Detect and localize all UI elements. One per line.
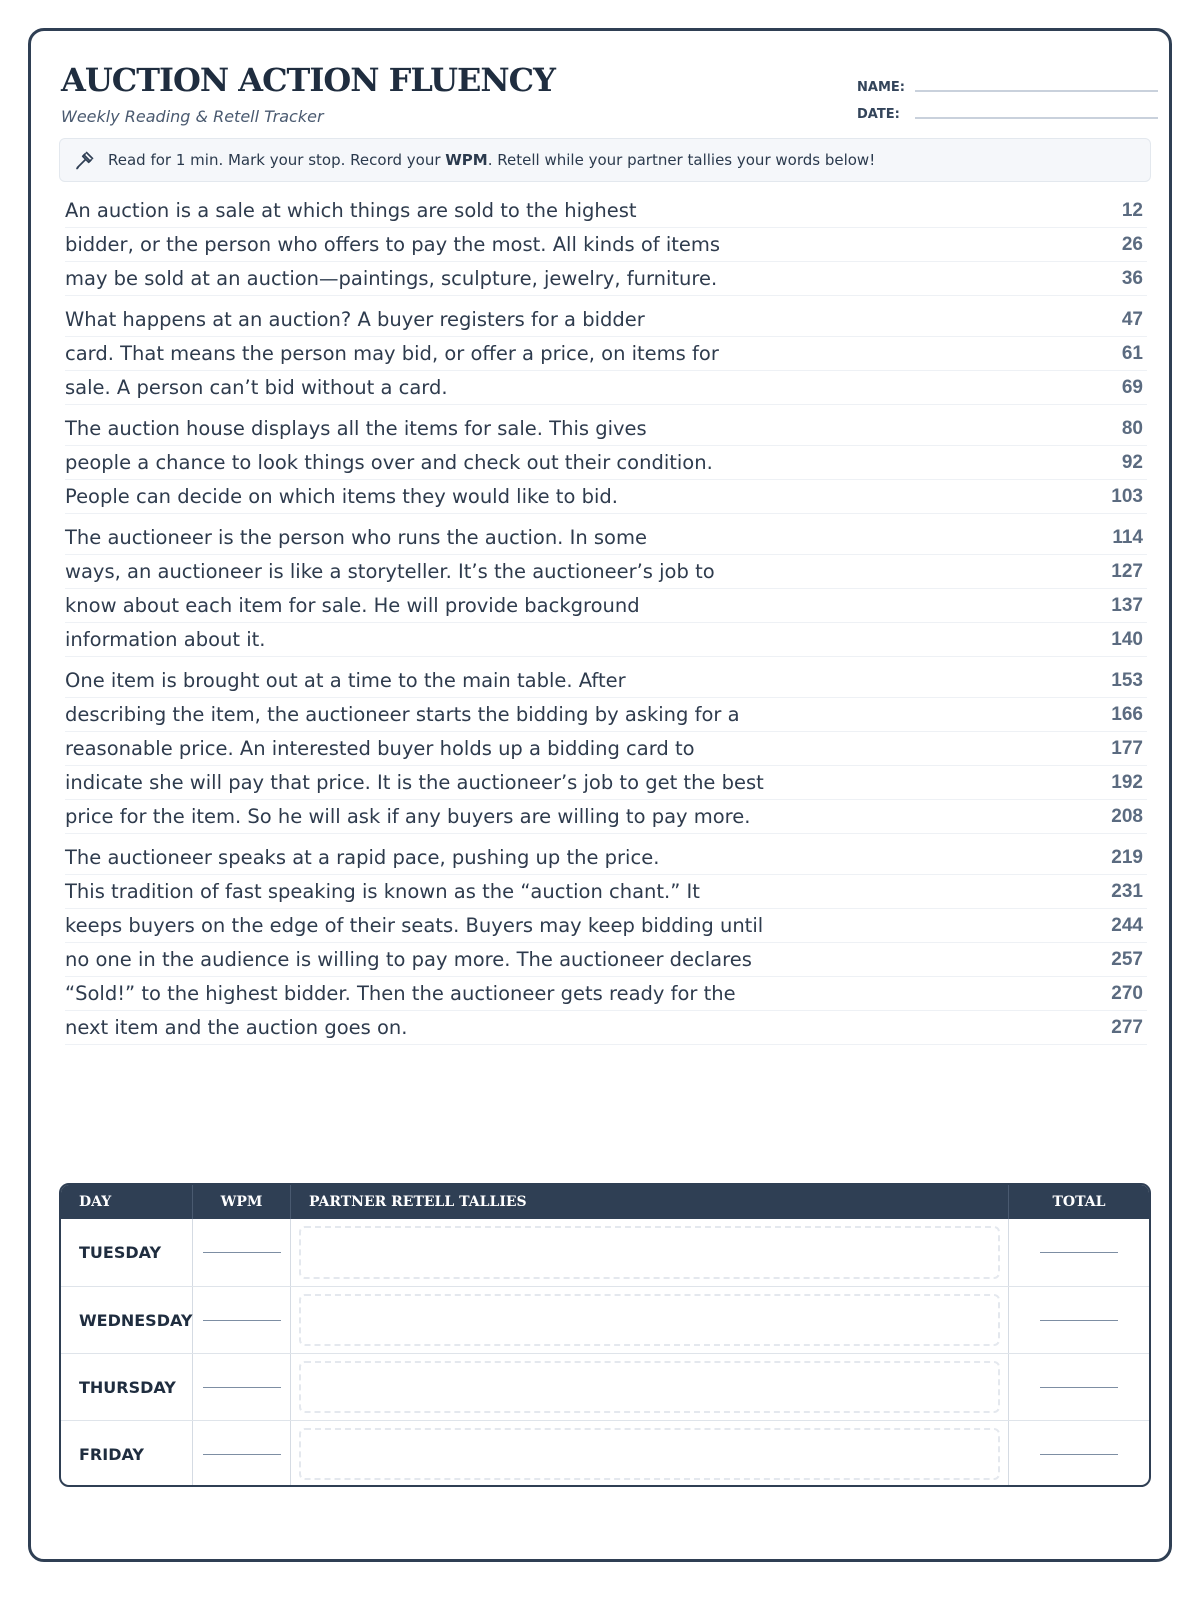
line-text: sale. A person can’t bid without a card. [65, 376, 448, 399]
passage-paragraph [65, 412, 1147, 514]
passage-paragraph [65, 303, 1147, 405]
word-count: 12 [1121, 199, 1143, 221]
wpm-blank[interactable] [203, 1320, 281, 1321]
day-label: THURSDAY [61, 1354, 193, 1420]
passage-paragraph [65, 664, 1147, 834]
wpm-cell[interactable] [193, 1287, 291, 1353]
word-count: 137 [1111, 594, 1143, 616]
tally-box[interactable] [299, 1294, 1000, 1346]
passage-line [65, 337, 1147, 371]
passage-line [65, 732, 1147, 766]
passage-line [65, 555, 1147, 589]
line-text: may be sold at an auction—paintings, sculpture, jewelry, furniture. [65, 267, 718, 290]
line-text: price for the item. So he will ask if any buyers are willing to pay more. [65, 805, 751, 828]
tally-box[interactable] [299, 1428, 1000, 1480]
reading-passage [65, 194, 1147, 1052]
line-text: The auctioneer speaks at a rapid pace, pushing up the price. [65, 846, 660, 869]
line-text: indicate she will pay that price. It is the auctioneer’s job to get the best [65, 771, 764, 794]
word-count: 244 [1111, 914, 1143, 936]
passage-line [65, 262, 1147, 296]
passage-line [65, 446, 1147, 480]
tracker-row [61, 1420, 1149, 1487]
passage-line [65, 480, 1147, 514]
line-text: The auctioneer is the person who runs the auction. In some [65, 526, 647, 549]
header-wpm: WPM [193, 1185, 291, 1219]
tracker-row [61, 1286, 1149, 1353]
instructions-banner [59, 138, 1151, 182]
word-count: 127 [1111, 560, 1143, 582]
word-count: 270 [1111, 982, 1143, 1004]
total-blank[interactable] [1040, 1454, 1118, 1455]
passage-paragraph [65, 521, 1147, 657]
line-text: The auction house displays all the items for sale. This gives [65, 417, 647, 440]
word-count: 231 [1111, 880, 1143, 902]
word-count: 166 [1111, 703, 1143, 725]
passage-line [65, 664, 1147, 698]
passage-line [65, 943, 1147, 977]
word-count: 153 [1111, 669, 1143, 691]
passage-line [65, 589, 1147, 623]
day-label: WEDNESDAY [61, 1287, 193, 1353]
passage-paragraph [65, 841, 1147, 1045]
wpm-cell[interactable] [193, 1421, 291, 1487]
word-count: 192 [1111, 771, 1143, 793]
line-text: What happens at an auction? A buyer registers for a bidder [65, 308, 645, 331]
passage-paragraph [65, 194, 1147, 296]
name-line[interactable] [915, 90, 1158, 92]
word-count: 80 [1121, 417, 1143, 439]
tracker-header-row [61, 1185, 1149, 1219]
word-count: 47 [1121, 308, 1143, 330]
passage-line [65, 623, 1147, 657]
tracker-body [61, 1219, 1149, 1487]
day-label: TUESDAY [61, 1219, 193, 1286]
date-label: DATE: [857, 107, 900, 122]
tally-box[interactable] [299, 1226, 1000, 1279]
word-count: 92 [1121, 451, 1143, 473]
total-blank[interactable] [1040, 1252, 1118, 1253]
retell-tracker-table [59, 1183, 1151, 1487]
passage-line [65, 841, 1147, 875]
wpm-blank[interactable] [203, 1252, 281, 1253]
wpm-cell[interactable] [193, 1219, 291, 1286]
line-text: An auction is a sale at which things are sold to the highest [65, 199, 637, 222]
line-text: reasonable price. An interested buyer holds up a bidding card to [65, 737, 695, 760]
word-count: 36 [1121, 267, 1143, 289]
tally-box[interactable] [299, 1361, 1000, 1413]
passage-line [65, 521, 1147, 555]
page-subtitle: Weekly Reading & Retell Tracker [61, 107, 324, 126]
word-count: 69 [1121, 376, 1143, 398]
tally-cell[interactable] [291, 1287, 1009, 1353]
word-count: 208 [1111, 805, 1143, 827]
passage-line [65, 766, 1147, 800]
date-field[interactable] [857, 102, 1158, 122]
line-text: keeps buyers on the edge of their seats. Buyers may keep bidding until [65, 914, 764, 937]
passage-line [65, 909, 1147, 943]
line-text: people a chance to look things over and check out their condition. [65, 451, 713, 474]
page-title: AUCTION ACTION FLUENCY [61, 61, 555, 99]
hammer-icon [72, 147, 98, 173]
wpm-blank[interactable] [203, 1454, 281, 1455]
day-label: FRIDAY [61, 1421, 193, 1487]
wpm-cell[interactable] [193, 1354, 291, 1420]
line-text: “Sold!” to the highest bidder. Then the auctioneer gets ready for the [65, 982, 736, 1005]
line-text: This tradition of fast speaking is known as the “auction chant.” It [65, 880, 700, 903]
total-blank[interactable] [1040, 1387, 1118, 1388]
line-text: People can decide on which items they would like to bid. [65, 485, 618, 508]
passage-line [65, 977, 1147, 1011]
header-total: TOTAL [1052, 1194, 1106, 1210]
word-count: 177 [1111, 737, 1143, 759]
tracker-row [61, 1219, 1149, 1286]
line-text: ways, an auctioneer is like a storyteller. It’s the auctioneer’s job to [65, 560, 715, 583]
tally-cell[interactable] [291, 1354, 1009, 1420]
total-cell[interactable] [1009, 1421, 1149, 1487]
passage-line [65, 228, 1147, 262]
line-text: information about it. [65, 628, 266, 651]
passage-line [65, 412, 1147, 446]
word-count: 114 [1112, 526, 1143, 548]
wpm-blank[interactable] [203, 1387, 281, 1388]
line-text: card. That means the person may bid, or offer a price, on items for [65, 342, 719, 365]
passage-line [65, 800, 1147, 834]
name-label: NAME: [857, 80, 905, 95]
total-cell[interactable] [1009, 1287, 1149, 1353]
line-text: bidder, or the person who offers to pay the most. All kinds of items [65, 233, 721, 256]
passage-line [65, 1011, 1147, 1045]
line-text: no one in the audience is willing to pay more. The auctioneer declares [65, 948, 752, 971]
instructions-text: Read for 1 min. Mark your stop. Record your WPM. Retell while your partner tallies your words below! [108, 151, 876, 169]
total-cell[interactable] [1009, 1354, 1149, 1420]
line-text: One item is brought out at a time to the main table. After [65, 669, 626, 692]
passage-line [65, 371, 1147, 405]
header-tallies: PARTNER RETELL TALLIES [291, 1185, 1009, 1219]
worksheet [28, 28, 1172, 1562]
line-text: know about each item for sale. He will provide background [65, 594, 640, 617]
tally-cell[interactable] [291, 1219, 1009, 1286]
total-cell[interactable] [1009, 1219, 1149, 1286]
passage-line [65, 303, 1147, 337]
word-count: 219 [1111, 846, 1143, 868]
header-day: DAY [61, 1185, 193, 1219]
word-count: 26 [1121, 233, 1143, 255]
passage-line [65, 875, 1147, 909]
passage-line [65, 698, 1147, 732]
passage-line [65, 194, 1147, 228]
name-field[interactable] [857, 75, 1158, 95]
tracker-row [61, 1353, 1149, 1420]
word-count: 140 [1111, 628, 1143, 650]
line-text: describing the item, the auctioneer starts the bidding by asking for a [65, 703, 740, 726]
word-count: 61 [1121, 342, 1143, 364]
word-count: 103 [1111, 485, 1143, 507]
date-line[interactable] [915, 117, 1158, 119]
tally-cell[interactable] [291, 1421, 1009, 1487]
total-blank[interactable] [1040, 1320, 1118, 1321]
word-count: 257 [1111, 948, 1143, 970]
line-text: next item and the auction goes on. [65, 1016, 408, 1039]
word-count: 277 [1111, 1016, 1143, 1038]
